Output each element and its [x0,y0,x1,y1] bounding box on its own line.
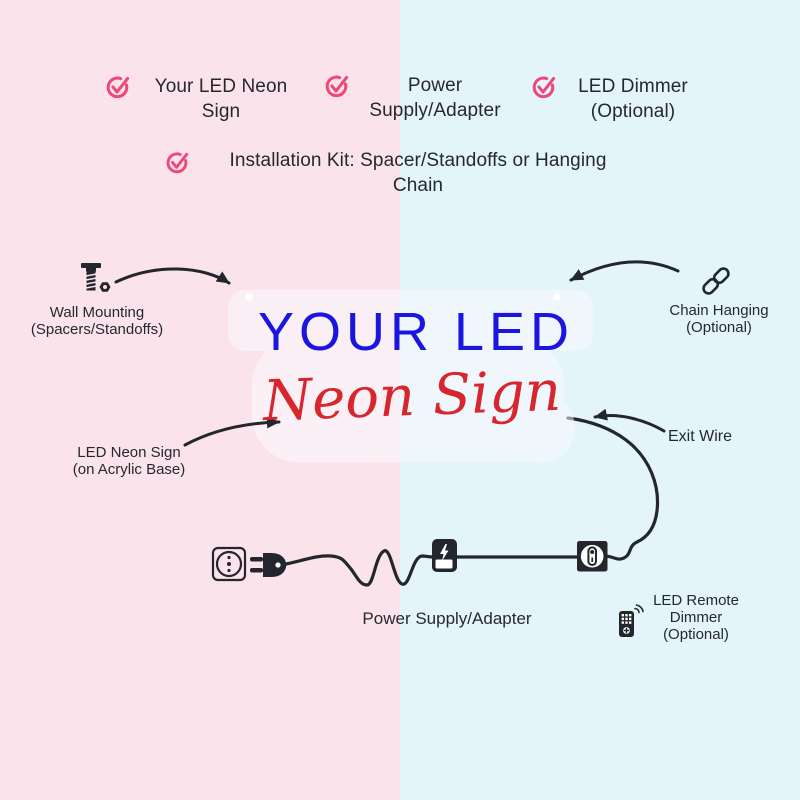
remote-dimmer-line2: Dimmer [669,609,723,626]
checklist-item-label: LED Dimmer [578,76,688,97]
exit-wire-path [568,418,658,559]
wall-mounting-arrow [116,269,229,283]
sign-script-text: Neon Sign [261,358,563,435]
chain-hanging-line1: Chain Hanging [669,302,769,319]
remote-dimmer-label [653,592,739,643]
screw-icon [78,262,114,302]
checklist-item-label: Supply/Adapter [369,100,501,121]
check-circle-icon [104,73,131,100]
mounting-hole-right [553,293,561,301]
checklist-item-label: Your LED Neon [154,76,288,97]
checklist-item-label: Power [407,75,463,96]
checklist-item [369,73,500,123]
checklist-item-label: (Optional) [590,101,676,122]
check-circle-icon [164,149,190,175]
remote-control-icon [618,601,646,639]
checklist-item [578,74,688,124]
wall-mounting-line2: (Spacers/Standoffs) [30,321,164,338]
chain-hanging-line2: (Optional) [686,319,752,336]
wall-mounting-label [31,304,163,338]
exit-wire-label: Exit Wire [668,428,732,445]
remote-dimmer-line3: (Optional) [663,626,729,643]
power-cable-path [286,551,433,585]
sign-title-text: YOUR LED [257,302,575,362]
wall-mounting-line1: Wall Mounting [49,304,145,321]
chain-hanging-arrow [571,262,678,280]
check-circle-icon [530,73,557,100]
led-neon-sign-label [73,444,186,478]
checklist-item [230,148,607,198]
checklist-item [155,74,288,124]
power-supply-label: Power Supply/Adapter [362,609,532,628]
led-neon-sign-line1: LED Neon Sign [77,444,181,461]
power-plug-icon [249,549,289,581]
chain-hanging-label [669,302,768,336]
wall-socket-icon [211,546,247,582]
dimmer-switch-icon [576,540,609,573]
power-adapter-icon [431,538,459,574]
mounting-hole-left [245,293,253,301]
chain-link-icon [698,263,734,299]
checklist-item-label: Installation Kit: Spacer/Standoffs or Hanging [229,150,607,171]
led-neon-sign-line2: (on Acrylic Base) [72,461,186,478]
remote-dimmer-line1: LED Remote [653,592,739,609]
check-circle-icon [323,72,350,99]
checklist-item-label: Chain [392,175,444,196]
checklist-item-label: Sign [201,101,241,122]
